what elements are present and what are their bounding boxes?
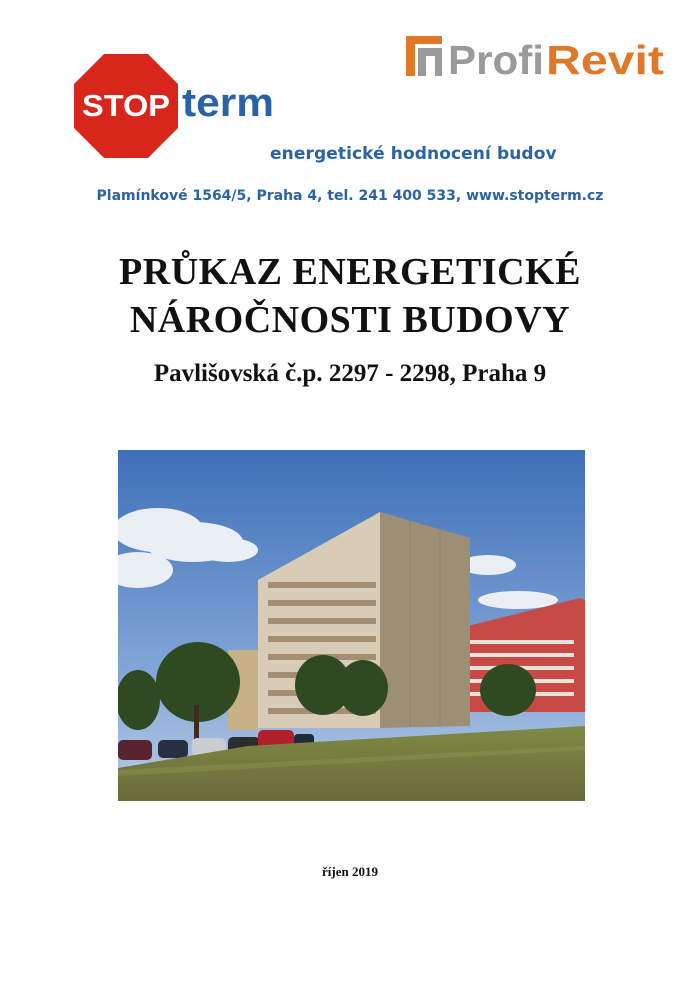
logo-profi-text: Profi [448,37,544,80]
logo-revit-text: Revit [546,37,665,80]
document-title-line-1: PRŮKAZ ENERGETICKÉ [119,251,581,293]
document-title [0,248,700,344]
building-address: Pavlišovská č.p. 2297 - 2298, Praha 9 [153,360,547,387]
company-address: Plamínkové 1564/5, Praha 4, tel. 241 400 533, www.stopterm.cz [96,188,604,204]
document-date: říjen 2019 [322,864,378,879]
profirevit-logo [404,34,668,80]
building-photo [118,450,585,801]
profirevit-mark-icon [406,36,442,76]
logo-term-text: term [182,81,274,125]
company-tagline: energetické hodnocení budov [270,144,557,164]
logo-stop-text: STOP [82,88,170,123]
document-title-line-2: NÁROČNOSTI BUDOVY [129,299,571,341]
stopterm-logo [72,52,282,160]
